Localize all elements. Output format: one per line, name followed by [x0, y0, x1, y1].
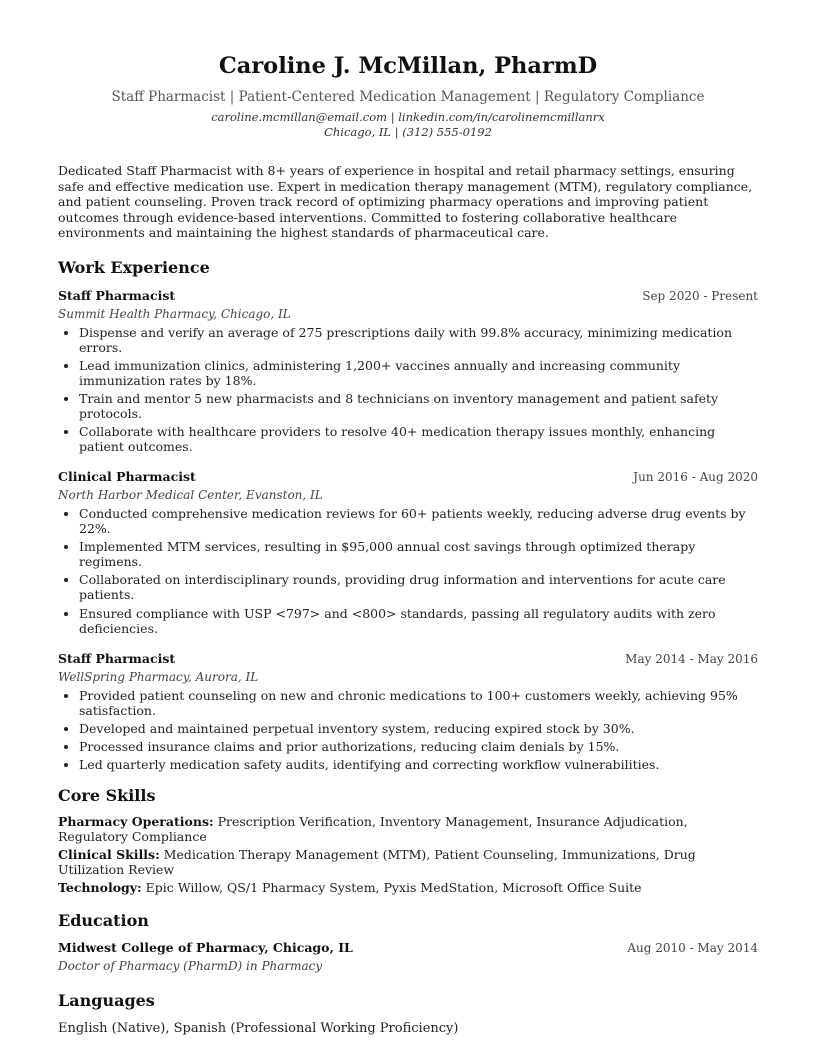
job-bullet: • Implemented MTM services, resulting in $95,000 annual cost savings through optimized therapy regimens.: [79, 539, 758, 569]
candidate-name: Caroline J. McMillan, PharmD: [218, 53, 598, 79]
job-dates: May 2014 - May 2016: [625, 651, 758, 666]
contact-line-email-linkedin: caroline.mcmillan@email.com | linkedin.com/in/carolinemcmillanrx: [211, 110, 605, 124]
job-bullet: • Conducted comprehensive medication reviews for 60+ patients weekly, reducing adverse drug events by 22%.: [79, 506, 758, 536]
section-title-education: Education: [58, 911, 149, 931]
job-bullet: • Collaborated on interdisciplinary rounds, providing drug information and interventions for acute care patients.: [79, 572, 758, 602]
degree: Doctor of Pharmacy (PharmD) in Pharmacy: [58, 959, 323, 974]
job-organization: Summit Health Pharmacy, Chicago, IL: [58, 306, 291, 321]
job-title: Staff Pharmacist: [58, 287, 176, 303]
job-bullet: • Developed and maintained perpetual inventory system, reducing expired stock by 30%.: [79, 721, 758, 736]
job-entry: [58, 288, 758, 455]
skill-label: Clinical Skills:: [58, 847, 160, 863]
job-entry: [58, 469, 758, 636]
skill-text: Medication Therapy Management (MTM), Patient Counseling, Immunizations, Drug Utilization Review: [58, 847, 696, 878]
job-header: [58, 288, 758, 304]
languages-text: English (Native), Spanish (Professional Working Proficiency): [58, 1021, 459, 1037]
education-dates: Aug 2010 - May 2014: [627, 941, 758, 956]
job-entry: [58, 651, 758, 773]
job-header: [58, 651, 758, 667]
job-header: [58, 469, 758, 485]
job-bullet: • Processed insurance claims and prior authorizations, reducing claim denials by 15%.: [79, 739, 758, 754]
skill-text: Epic Willow, QS/1 Pharmacy System, Pyxis MedStation, Microsoft Office Suite: [145, 880, 642, 896]
education-entry: [58, 940, 758, 974]
job-title: Staff Pharmacist: [58, 650, 176, 666]
job-bullet-list: [58, 688, 758, 773]
contact-line-location-phone: Chicago, IL | (312) 555-0192: [324, 125, 492, 139]
education-header: [58, 940, 758, 956]
professional-summary: Dedicated Staff Pharmacist with 8+ years of experience in hospital and retail pharmacy settings, ensuring safe and effective medication use. Expert in medication therapy management (MTM), regulatory compliance, and patient counseling. Proven track record of optimizing pharmacy operations and improving patient outcomes through evidence-based interventions. Committed to fostering collaborative healthcare environments and maintaining the highest standards of pharmaceutical care.: [58, 163, 753, 240]
job-bullet: • Dispense and verify an average of 275 prescriptions daily with 99.8% accuracy, minimizing medication errors.: [79, 325, 758, 355]
job-bullet: • Train and mentor 5 new pharmacists and 8 technicians on inventory management and patient safety protocols.: [79, 391, 758, 421]
skill-text: Prescription Verification, Inventory Management, Insurance Adjudication, Regulatory Compliance: [58, 814, 688, 845]
job-bullet: • Collaborate with healthcare providers to resolve 40+ medication therapy issues monthly, enhancing patient outcomes.: [79, 424, 758, 454]
resume-page: [58, 50, 758, 1037]
job-dates: Sep 2020 - Present: [642, 288, 758, 303]
skill-row: [58, 814, 758, 844]
headline: Staff Pharmacist | Patient-Centered Medication Management | Regulatory Compliance: [111, 89, 705, 105]
job-bullet: • Provided patient counseling on new and chronic medications to 100+ customers weekly, achieving 95% satisfaction.: [79, 688, 758, 718]
job-bullet: • Ensured compliance with USP <797> and <800> standards, passing all regulatory audits with zero deficiencies.: [79, 606, 758, 636]
skill-row: [58, 847, 758, 877]
skill-label: Technology:: [58, 880, 142, 896]
section-title-work-experience: Work Experience: [58, 257, 210, 277]
skill-label: Pharmacy Operations:: [58, 814, 214, 830]
job-bullet-list: [58, 325, 758, 455]
job-organization: North Harbor Medical Center, Evanston, IL: [58, 488, 323, 503]
section-title-languages: Languages: [58, 991, 155, 1011]
job-organization: WellSpring Pharmacy, Aurora, IL: [58, 669, 259, 684]
job-dates: Jun 2016 - Aug 2020: [633, 470, 758, 485]
school-name: Midwest College of Pharmacy, Chicago, IL: [58, 940, 353, 956]
skill-row: [58, 880, 758, 895]
job-bullet: • Led quarterly medication safety audits, identifying and correcting workflow vulnerabilities.: [79, 757, 758, 772]
job-title: Clinical Pharmacist: [58, 469, 196, 485]
job-bullet: • Lead immunization clinics, administering 1,200+ vaccines annually and increasing community immunization rates by 18%.: [79, 358, 758, 388]
section-title-core-skills: Core Skills: [58, 786, 156, 806]
skills-list: [58, 814, 758, 895]
job-bullet-list: [58, 506, 758, 636]
